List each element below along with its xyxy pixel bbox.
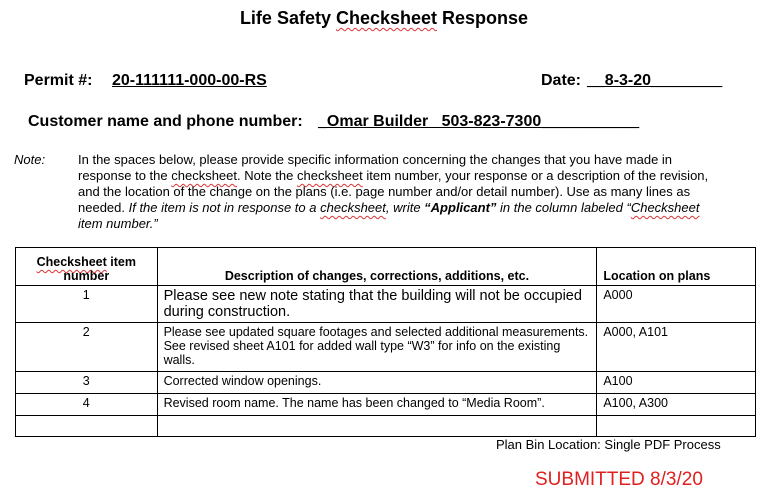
item-number: 2 [16,323,158,372]
table-row [16,372,756,394]
item-location: A100 [597,372,756,394]
header-location: Location on plans [597,248,756,286]
table-row-empty [16,416,756,437]
date-label: Date: [541,72,582,89]
item-number: 4 [16,394,158,416]
header-description: Description of changes, corrections, additions, etc. [157,248,597,286]
note-text: In the spaces below, please provide specific information concerning the changes that you have made in response to the checksheet. Note the checksheet item number, your response or a description of the revision, and the location of the change on the plans (i.e. page number and/or detail number). Use as many lines as needed. If the item is not in response to a checksheet, write “Applicant” in the column labeled “Checksheet item number.” [78,152,709,231]
item-number: 1 [16,286,158,323]
item-description: Please see new note stating that the building will not be occupied during construction. [157,286,597,323]
page-title: Life Safety Checksheet Response [239,8,529,28]
plan-bin-location: Plan Bin Location: Single PDF Process [496,437,721,452]
item-description: Revised room name. The name has been changed to “Media Room”. [157,394,597,416]
permit-label: Permit #: [24,72,93,89]
table-row [16,394,756,416]
item-description: Please see updated square footages and selected additional measurements. See revised sheet A101 for added wall type “W3” for info on the existing walls. [157,323,597,372]
item-location: A000, A101 [597,323,756,372]
table-row [16,323,756,372]
submitted-stamp: SUBMITTED 8/3/20 [535,469,703,490]
item-location: A000 [597,286,756,323]
customer-label: Customer name and phone number: [28,113,303,130]
table-row [16,286,756,323]
date-value: __8-3-20________ [587,72,723,89]
checksheet-table [15,247,756,437]
item-description: Corrected window openings. [157,372,597,394]
item-location: A100, A300 [597,394,756,416]
customer-value: _Omar Builder 503-823-7300___________ [318,113,640,130]
note-label: Note: [14,152,46,167]
header-item-number: Checksheet item number [16,248,158,286]
table-header-row [16,248,756,286]
permit-number: 20-111111-000-00-RS [112,72,267,89]
item-number: 3 [16,372,158,394]
